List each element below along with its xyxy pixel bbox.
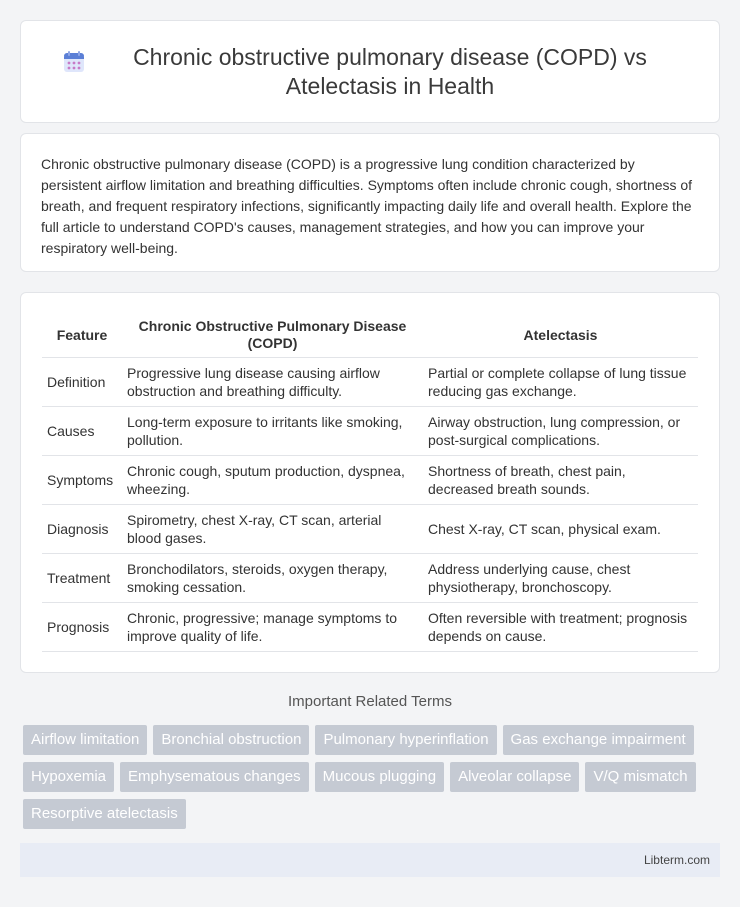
related-term-tag[interactable]: Mucous plugging — [315, 762, 444, 792]
header-feature: Feature — [42, 313, 122, 358]
related-terms-title: Important Related Terms — [288, 693, 452, 710]
table-row — [42, 505, 698, 554]
header-card — [20, 20, 720, 123]
related-term-tag[interactable]: Bronchial obstruction — [153, 725, 309, 755]
copd-cell: Long-term exposure to irritants like smoking, pollution. — [122, 407, 423, 456]
feature-cell: Definition — [42, 358, 122, 407]
related-term-tag[interactable]: Pulmonary hyperinflation — [315, 725, 496, 755]
feature-cell: Symptoms — [42, 456, 122, 505]
related-term-tag[interactable]: Resorptive atelectasis — [23, 799, 186, 829]
related-term-tag[interactable]: Hypoxemia — [23, 762, 114, 792]
atelectasis-cell: Address underlying cause, chest physiotherapy, bronchoscopy. — [423, 554, 698, 603]
feature-cell: Causes — [42, 407, 122, 456]
copd-cell: Chronic cough, sputum production, dyspnea, wheezing. — [122, 456, 423, 505]
copd-cell: Spirometry, chest X-ray, CT scan, arterial blood gases. — [122, 505, 423, 554]
atelectasis-cell: Partial or complete collapse of lung tissue reducing gas exchange. — [423, 358, 698, 407]
atelectasis-cell: Chest X-ray, CT scan, physical exam. — [423, 505, 698, 554]
table-row — [42, 554, 698, 603]
atelectasis-cell: Shortness of breath, chest pain, decreased breath sounds. — [423, 456, 698, 505]
table-row — [42, 603, 698, 652]
atelectasis-cell: Airway obstruction, lung compression, or post-surgical complications. — [423, 407, 698, 456]
table-row — [42, 407, 698, 456]
intro-card — [20, 133, 720, 272]
intro-paragraph: Chronic obstructive pulmonary disease (COPD) is a progressive lung condition characterized by persistent airflow limitation and breathing difficulties. Symptoms often include chronic cough, shortness of breath, and frequent respiratory infections, significantly impacting daily life and overall health. Explore the full article to understand COPD's causes, management strategies, and how you can improve your respiratory well-being. — [41, 156, 693, 256]
header-inner — [61, 43, 679, 101]
calendar-icon — [61, 49, 87, 75]
feature-cell: Prognosis — [42, 603, 122, 652]
feature-cell: Diagnosis — [42, 505, 122, 554]
comparison-table-card — [20, 292, 720, 673]
related-terms-list — [23, 725, 723, 829]
copd-cell: Progressive lung disease causing airflow obstruction and breathing difficulty. — [122, 358, 423, 407]
header-atelectasis: Atelectasis — [423, 313, 698, 358]
page-title: Chronic obstructive pulmonary disease (COPD) vs Atelectasis in Health — [133, 43, 647, 99]
table-header-row — [42, 313, 698, 358]
atelectasis-cell: Often reversible with treatment; prognosis depends on cause. — [423, 603, 698, 652]
related-term-tag[interactable]: Emphysematous changes — [120, 762, 309, 792]
feature-cell: Treatment — [42, 554, 122, 603]
table-row — [42, 456, 698, 505]
header-copd: Chronic Obstructive Pulmonary Disease (COPD) — [122, 313, 423, 358]
related-term-tag[interactable]: Gas exchange impairment — [503, 725, 694, 755]
related-term-tag[interactable]: V/Q mismatch — [585, 762, 695, 792]
table-row — [42, 358, 698, 407]
footer-brand[interactable]: Libterm.com — [643, 853, 710, 867]
copd-cell: Chronic, progressive; manage symptoms to improve quality of life. — [122, 603, 423, 652]
related-term-tag[interactable]: Airflow limitation — [23, 725, 147, 755]
footer — [20, 843, 720, 877]
related-term-tag[interactable]: Alveolar collapse — [450, 762, 579, 792]
comparison-table — [42, 313, 698, 652]
copd-cell: Bronchodilators, steroids, oxygen therapy, smoking cessation. — [122, 554, 423, 603]
